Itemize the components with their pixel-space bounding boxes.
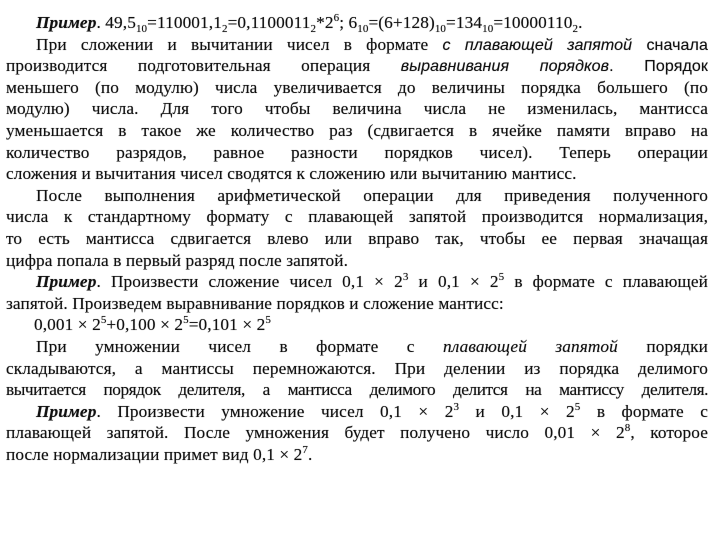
example-addition: Пример. Произвести сложение чисел $0,1 \times 2^3$ и $0,1 \times 2^5$ в формате с плавающей	[36, 271, 708, 292]
paragraph-line: цифра попала в первый разряд после запятой.	[6, 250, 349, 270]
paragraph-line: сложения и вычитания чисел сводятся к сложению или вычитанию мантисс.	[6, 164, 577, 184]
paragraph-line: модулю) числа. Для того чтобы величина числа не изменилась, мантисса	[6, 99, 708, 119]
example-binary-conversion: Пример. $49,5_{10}=110001,1_2=0,1100011_2*2^6$; $6_{10}=(6+128)_{10}=134_{10}=10000110_2$.	[36, 12, 583, 34]
example-label: Пример	[36, 272, 97, 292]
paragraph-line: запятой. Произведем выравнивание порядков и сложение мантисс:	[6, 293, 504, 313]
paragraph-line: количество разрядов, равное разности порядков чисел). Теперь операции	[6, 142, 708, 162]
addition-formula: $0,001 \times 2^5+0,100 \times 2^5=0,101 \times 2^5$	[34, 314, 271, 335]
paragraph-line: то есть мантисса сдвигается влево или вправо так, чтобы ее первая значащая	[6, 228, 708, 248]
paragraph-line: после нормализации примет вид $0,1 \times 2^7$.	[6, 443, 313, 464]
example-label: Пример	[36, 401, 97, 421]
paragraph-line: При умножении чисел в формате с плавающей запятой порядки	[36, 336, 708, 356]
paragraph-line: При сложении и вычитании чисел в формате с плавающей запятой сначала	[36, 34, 708, 54]
paragraph-line: После выполнения арифметической операции для приведения полученного	[36, 185, 708, 205]
paragraph-line: уменьшается в такое же количество раз (сдвигается в ячейке памяти вправо на	[6, 120, 708, 140]
paragraph-line: вычитается порядок делителя, а мантисса делимого делится на мантиссу делителя.	[6, 380, 708, 400]
paragraph-line: складываются, а мантиссы перемножаются. При делении из порядка делимого	[6, 358, 708, 378]
example-multiplication: Пример. Произвести умножение чисел $0,1 \times 2^3$ и $0,1 \times 2^5$ в формате с	[36, 400, 708, 421]
example-label: Пример	[36, 13, 97, 32]
paragraph-line: производится подготовительная операция выравнивания порядков. Порядок	[6, 56, 708, 76]
document-body	[6, 0, 708, 465]
paragraph-line: числа к стандартному формату с плавающей запятой производится нормализация,	[6, 207, 708, 227]
paragraph-line: плавающей запятой. После умножения будет получено число $0,01 \times 2^8$, которое	[6, 422, 708, 443]
paragraph-line: меньшего (по модулю) числа увеличивается до величины порядка большего (по	[6, 77, 708, 97]
